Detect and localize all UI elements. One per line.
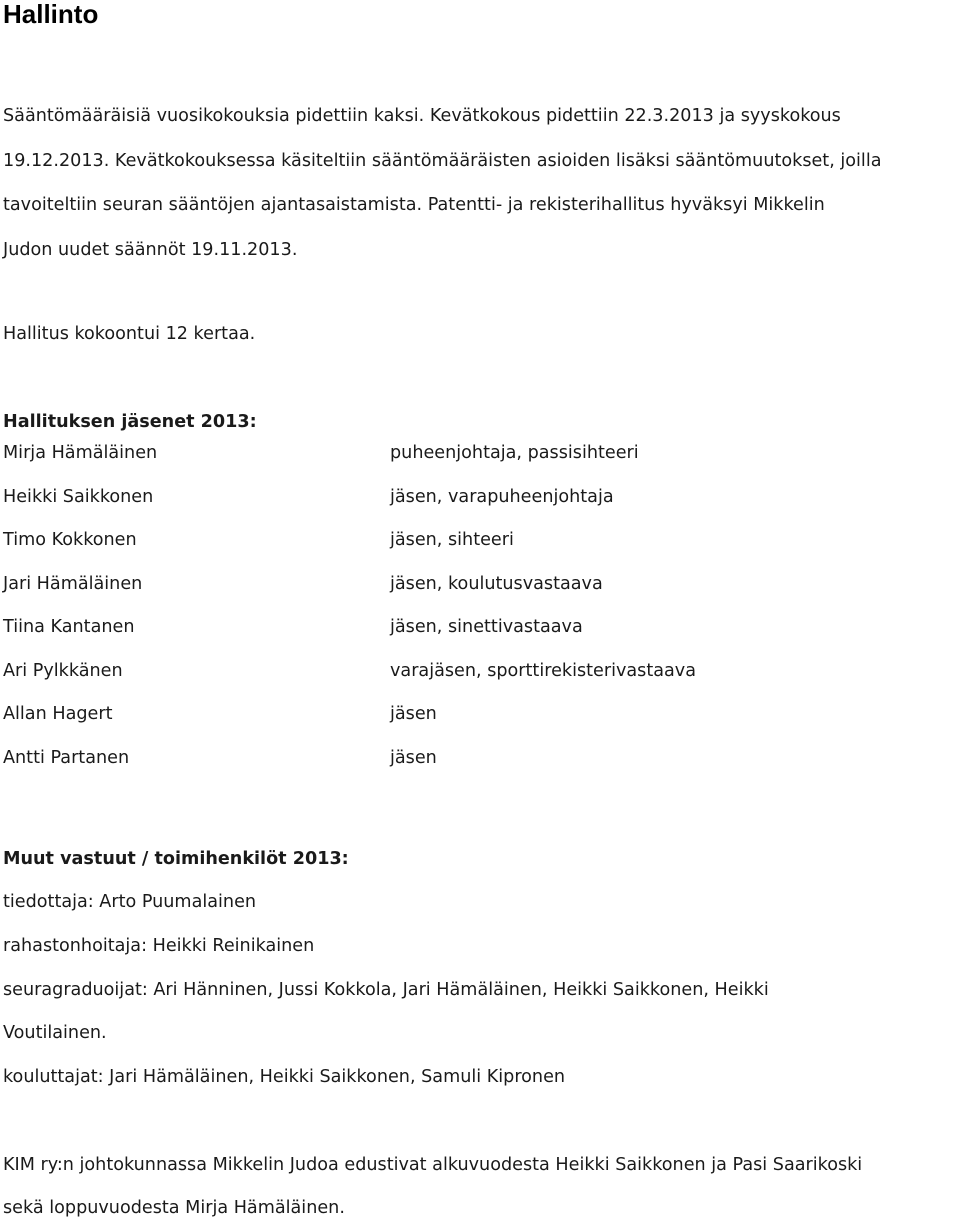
member-name: Timo Kokkonen	[3, 530, 137, 550]
member-role: varajäsen, sporttirekisterivastaava	[390, 661, 696, 681]
kim-board-text-line: KIM ry:n johtokunnassa Mikkelin Judoa edustivat alkuvuodesta Heikki Saikkonen ja Pasi Saarikoski	[3, 1155, 863, 1175]
member-role: jäsen, varapuheenjohtaja	[390, 487, 614, 507]
member-row	[3, 487, 943, 511]
member-name: Mirja Hämäläinen	[3, 443, 158, 463]
page-title: Hallinto	[3, 0, 99, 29]
intro-line: tavoiteltiin seuran sääntöjen ajantasaistamista. Patentti- ja rekisterihallitus hyväksyi Mikkelin	[3, 195, 825, 215]
member-role: jäsen, sihteeri	[390, 530, 514, 550]
member-name: Antti Partanen	[3, 748, 130, 768]
member-row	[3, 704, 943, 728]
graders-text-line: seuragraduoijat: Ari Hänninen, Jussi Kokkola, Jari Hämäläinen, Heikki Saikkonen, Heikki	[3, 980, 769, 1000]
member-role: jäsen, koulutusvastaava	[390, 574, 603, 594]
board-heading: Hallituksen jäsenet 2013:	[3, 412, 257, 432]
member-row	[3, 661, 943, 685]
member-name: Heikki Saikkonen	[3, 487, 154, 507]
intro-paragraph	[3, 94, 960, 272]
other-roles-heading: Muut vastuut / toimihenkilöt 2013:	[3, 849, 349, 869]
member-role: jäsen	[390, 704, 437, 724]
member-name: Jari Hämäläinen	[3, 574, 143, 594]
member-row	[3, 530, 943, 554]
graders-text-line: Voutilainen.	[3, 1023, 107, 1043]
meetings-text: Hallitus kokoontui 12 kertaa.	[3, 324, 256, 344]
member-row	[3, 574, 943, 598]
member-name: Allan Hagert	[3, 704, 113, 724]
member-role: jäsen, sinettivastaava	[390, 617, 583, 637]
member-row	[3, 748, 943, 772]
member-name: Ari Pylkkänen	[3, 661, 123, 681]
member-name: Tiina Kantanen	[3, 617, 135, 637]
treasurer-text: rahastonhoitaja: Heikki Reinikainen	[3, 936, 315, 956]
intro-line: 19.12.2013. Kevätkokouksessa käsiteltiin sääntömääräisten asioiden lisäksi sääntömuutokset, joilla	[3, 150, 882, 171]
trainers-text: kouluttajat: Jari Hämäläinen, Heikki Saikkonen, Samuli Kipronen	[3, 1067, 566, 1087]
intro-line: Judon uudet säännöt 19.11.2013.	[3, 239, 298, 260]
member-row	[3, 443, 943, 467]
member-role: puheenjohtaja, passisihteeri	[390, 443, 639, 463]
member-row	[3, 617, 943, 641]
informant-text: tiedottaja: Arto Puumalainen	[3, 892, 257, 912]
intro-line: Sääntömääräisiä vuosikokouksia pidettiin kaksi. Kevätkokous pidettiin 22.3.2013 ja syyskokous	[3, 106, 841, 126]
member-role: jäsen	[390, 748, 437, 768]
kim-board-text-line: sekä loppuvuodesta Mirja Hämäläinen.	[3, 1198, 345, 1218]
